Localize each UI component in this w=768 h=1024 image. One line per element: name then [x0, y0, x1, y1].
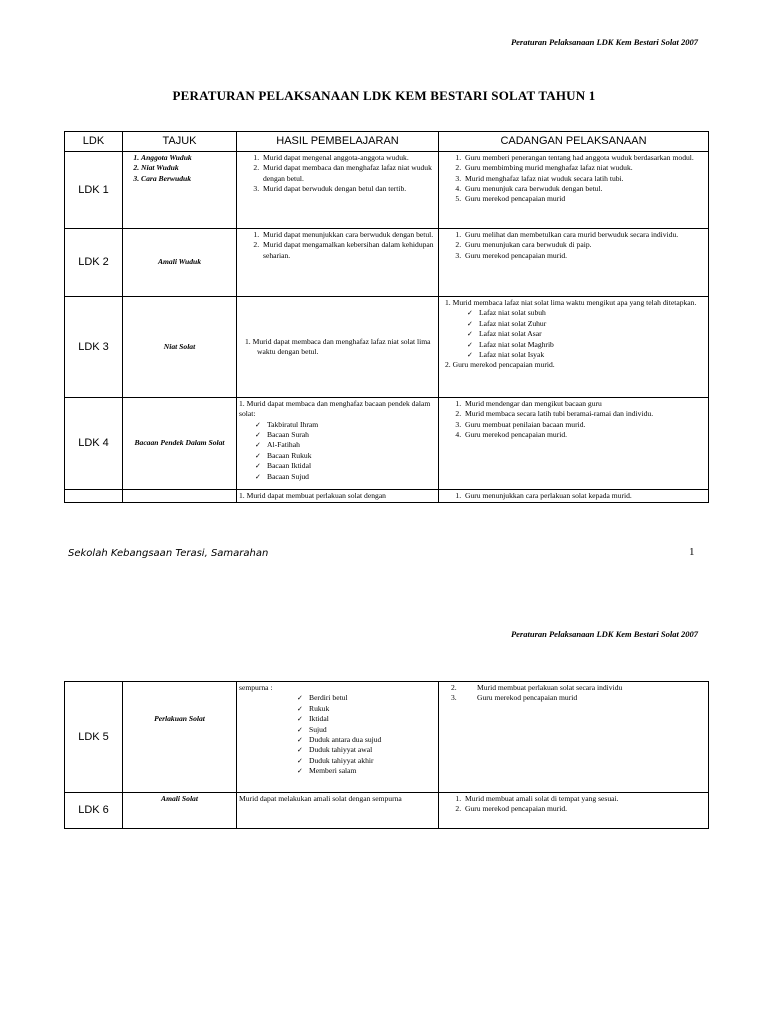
list-item: 2. Guru membimbing murid menghafaz lafaz niat wuduk.: [463, 163, 706, 173]
table-row: [65, 297, 709, 398]
cadangan-cell: [439, 682, 709, 793]
list-item: 3. Murid menghafaz lafaz niat wuduk secara latih tubi.: [463, 174, 706, 184]
check-item: ✓ Duduk tahiyyat akhir: [311, 756, 436, 766]
list-item: 2. Murid dapat mengamalkan kebersihan dalam kehidupan seharian.: [261, 240, 436, 261]
table-row: [65, 398, 709, 490]
list-number: 3.: [451, 693, 457, 703]
ldk-label: LDK 5: [65, 682, 123, 793]
tajuk-cell: Bacaan Pendek Dalam Solat: [123, 398, 237, 490]
cadangan-cell: [439, 152, 709, 229]
list-item: 2. Niat Wuduk: [141, 163, 234, 173]
tajuk-cell: Amali Solat: [123, 793, 237, 829]
footer-school: Sekolah Kebangsaan Terasi, Samarahan: [68, 548, 269, 559]
check-item: ✓ Berdiri betul: [311, 693, 436, 703]
list-item: 4. Guru merekod pencapaian murid.: [463, 430, 706, 440]
list-item: 5. Guru merekod pencapaian murid: [463, 194, 706, 204]
tajuk-cell: Perlakuan Solat: [123, 682, 237, 793]
hasil-cell: [237, 229, 439, 297]
list-item: 2. Guru merekod pencapaian murid.: [463, 804, 706, 814]
check-item: ✓ Bacaan Surah: [269, 430, 436, 440]
check-item: ✓ Duduk antara dua sujud: [311, 735, 436, 745]
cadangan-intro: 1. Murid membaca lafaz niat solat lima waktu mengikut apa yang telah ditetapkan.: [445, 298, 697, 307]
check-item: ✓ Bacaan Iktidal: [269, 461, 436, 471]
check-item: ✓ Bacaan Rukuk: [269, 451, 436, 461]
ldk-table-page2: [64, 681, 709, 829]
table-row: [65, 229, 709, 297]
list-item: 2. Murid dapat membaca dan menghafaz lafaz niat wuduk dengan betul.: [261, 163, 436, 184]
tajuk-cell: Amali Wuduk: [123, 229, 237, 297]
col-header-ldk: LDK: [65, 132, 123, 152]
ldk-label: LDK 1: [65, 152, 123, 229]
check-item: ✓ Iktidal: [311, 714, 436, 724]
cadangan-end: 2. Guru merekod pencapaian murid.: [445, 360, 555, 370]
hasil-cell: [237, 152, 439, 229]
hasil-cell: Murid dapat melakukan amali solat dengan sempurna: [237, 793, 439, 829]
table-row: [65, 682, 709, 793]
list-item: 1. Murid dapat mengenal anggota-anggota wuduk.: [261, 153, 436, 163]
running-header: Peraturan Pelaksanaan LDK Kem Bestari Solat 2007: [510, 629, 698, 639]
hasil-cell: 1. Murid dapat membuat perlakuan solat dengan: [237, 490, 439, 503]
table-row: [65, 152, 709, 229]
hasil-intro: sempurna :: [239, 683, 273, 692]
cadangan-cell: [439, 793, 709, 829]
ldk-label: LDK 6: [65, 793, 123, 829]
cadangan-cell: [439, 398, 709, 490]
list-item: Guru merekod pencapaian murid: [477, 693, 578, 703]
check-item: ✓ Takbiratul Ihram: [269, 420, 436, 430]
hasil-cell: [237, 398, 439, 490]
check-item: ✓ Lafaz niat solat subuh: [481, 308, 706, 318]
list-item: Murid membuat perlakuan solat secara individu: [477, 683, 623, 692]
running-header: Peraturan Pelaksanaan LDK Kem Bestari Solat 2007: [510, 37, 698, 47]
col-header-cadangan: CADANGAN PELAKSANAAN: [439, 132, 709, 152]
list-item: 1. Guru menunjukkan cara perlakuan solat kepada murid.: [463, 491, 706, 501]
hasil-text: 1. Murid dapat membaca dan menghafaz lafaz niat solat lima waktu dengan betul.: [245, 336, 431, 356]
col-header-tajuk: TAJUK: [123, 132, 237, 152]
check-item: ✓ Lafaz niat solat Maghrib: [481, 340, 706, 350]
check-item: ✓ Lafaz niat solat Zuhur: [481, 319, 706, 329]
table-row: [65, 490, 709, 503]
page-number: 1: [689, 546, 695, 558]
list-item: 3. Guru merekod pencapaian murid.: [463, 251, 706, 261]
cadangan-cell: [439, 229, 709, 297]
list-item: 2. Guru menunjukan cara berwuduk di paip.: [463, 240, 706, 250]
ldk-label: LDK 3: [65, 297, 123, 398]
col-header-hasil: HASIL PEMBELAJARAN: [237, 132, 439, 152]
cadangan-cell: [439, 490, 709, 503]
list-item: 2. Murid membaca secara latih tubi beramai-ramai dan individu.: [463, 409, 706, 419]
check-item: ✓ Sujud: [311, 725, 436, 735]
list-item: 1. Guru melihat dan membetulkan cara murid berwuduk secara individu.: [463, 230, 706, 240]
check-item: ✓ Duduk tahiyyat awal: [311, 745, 436, 755]
check-item: ✓ Bacaan Sujud: [269, 472, 436, 482]
hasil-cell: [237, 297, 439, 398]
ldk-label: LDK 4: [65, 398, 123, 490]
table-row: [65, 793, 709, 829]
page-title: PERATURAN PELAKSANAAN LDK KEM BESTARI SOLAT TAHUN 1: [172, 88, 596, 103]
list-item: 3. Cara Berwuduk: [141, 174, 234, 184]
list-item: 4. Guru menunjuk cara berwuduk dengan betul.: [463, 184, 706, 194]
tajuk-cell: Niat Solat: [123, 297, 237, 398]
check-item: ✓ Lafaz niat solat Isyak: [481, 350, 706, 360]
cadangan-cell: [439, 297, 709, 398]
hasil-cell: [237, 682, 439, 793]
list-item: 1. Murid dapat menunjukkan cara berwuduk dengan betul.: [261, 230, 436, 240]
list-number: 2.: [451, 683, 457, 692]
check-item: ✓ Lafaz niat solat Asar: [481, 329, 706, 339]
ldk-table-page1: [64, 131, 709, 503]
list-item: 3. Guru membuat penilaian bacaan murid.: [463, 420, 706, 430]
list-item: 1. Anggota Wuduk: [141, 153, 234, 163]
tajuk-cell: [123, 152, 237, 229]
list-item: 1. Murid mendengar dan mengikut bacaan guru: [463, 399, 706, 409]
ldk-label: LDK 2: [65, 229, 123, 297]
hasil-intro: 1. Murid dapat membaca dan menghafaz bacaan pendek dalam solat:: [239, 399, 431, 419]
check-item: ✓ Rukuk: [311, 704, 436, 714]
list-item: 3. Murid dapat berwuduk dengan betul dan tertib.: [261, 184, 436, 194]
check-item: ✓ Al-Fatihah: [269, 440, 436, 450]
list-item: 1. Guru memberi penerangan tentang had anggota wuduk berdasarkan modul.: [463, 153, 706, 163]
check-item: ✓ Memberi salam: [311, 766, 436, 776]
list-item: 1. Murid membuat amali solat di tempat yang sesuai.: [463, 794, 706, 804]
